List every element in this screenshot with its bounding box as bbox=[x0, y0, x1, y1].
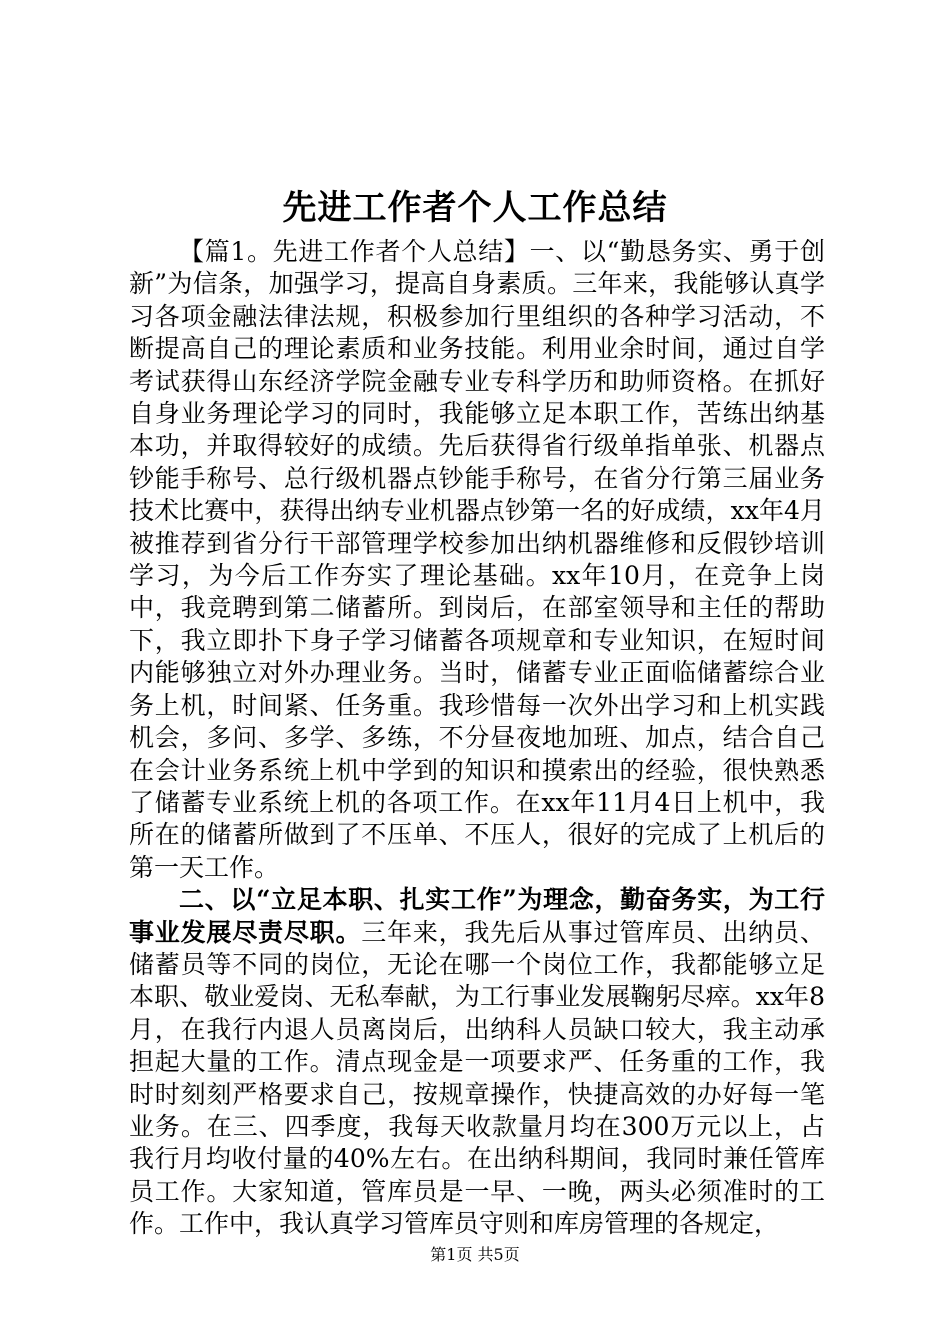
page-footer: 第1页 共5页 bbox=[430, 1245, 520, 1264]
paragraph-2-text: 三年来，我先后从事过管库员、出纳员、储蓄员等不同的岗位，无论在哪一个岗位工作，我都能够立足本职、敬业爱岗、无私奉献，为工行事业发展鞠躬尽瘁。xx年8月，在我行内退人员离岗后，出纳科人员缺口较大，我主动承担起大量的工作。清点现金是一项要求严、任务重的工作，我时时刻刻严格要求自己，按规章操作，快捷高效的办好每一笔业务。在三、四季度，我每天收款量月均在300万元以上，占我行月均收付量的40%左右。在出纳科期间，我同时兼任管库员工作。大家知道，管库员是一早、一晚，两头必须准时的工作。工作中，我认真学习管库员守则和库房管理的各规定， bbox=[129, 917, 825, 1239]
paragraph-1 bbox=[129, 236, 825, 884]
document-title: 先进工作者个人工作总结 bbox=[282, 188, 668, 228]
paragraph-1-text: 【篇1。先进工作者个人总结】一、以“勤恳务实、勇于创新”为信条，加强学习，提高自身素质。三年来，我能够认真学习各项金融法律法规，积极参加行里组织的各种学习活动，不断提高自己的理论素质和业务技能。利用业余时间，通过自学考试获得山东经济学院金融专业专科学历和助师资格。在抓好自身业务理论学习的同时，我能够立足本职工作，苦练出纳基本功，并取得较好的成绩。先后获得省行级单指单张、机器点钞能手称号、总行级机器点钞能手称号，在省分行第三届业务技术比赛中，获得出纳专业机器点钞第一名的好成绩，xx年4月被推荐到省分行干部管理学校参加出纳机器维修和反假钞培训学习，为今后工作夯实了理论基础。xx年10月，在竞争上岗中，我竞聘到第二储蓄所。到岗后，在部室领导和主任的帮助下，我立即扑下身子学习储蓄各项规章和专业知识，在短时间内能够独立对外办理业务。当时，储蓄专业正面临储蓄综合业务上机，时间紧、任务重。我珍惜每一次外出学习和上机实践机会，多问、多学、多练，不分昼夜地加班、加点，结合自己在会计业务系统上机中学到的知识和摸索出的经验，很快熟悉了储蓄专业系统上机的各项工作。在xx年11月4日上机中，我所在的储蓄所做到了不压单、不压人，很好的完成了上机后的第一天工作。 bbox=[129, 237, 825, 882]
paragraph-2 bbox=[129, 884, 825, 1240]
document-body bbox=[129, 236, 825, 1241]
paragraph-2-lead: 二、以“立足本职、扎实工作”为理念，勤奋务实，为工行事业发展尽责尽职。 bbox=[129, 885, 825, 947]
